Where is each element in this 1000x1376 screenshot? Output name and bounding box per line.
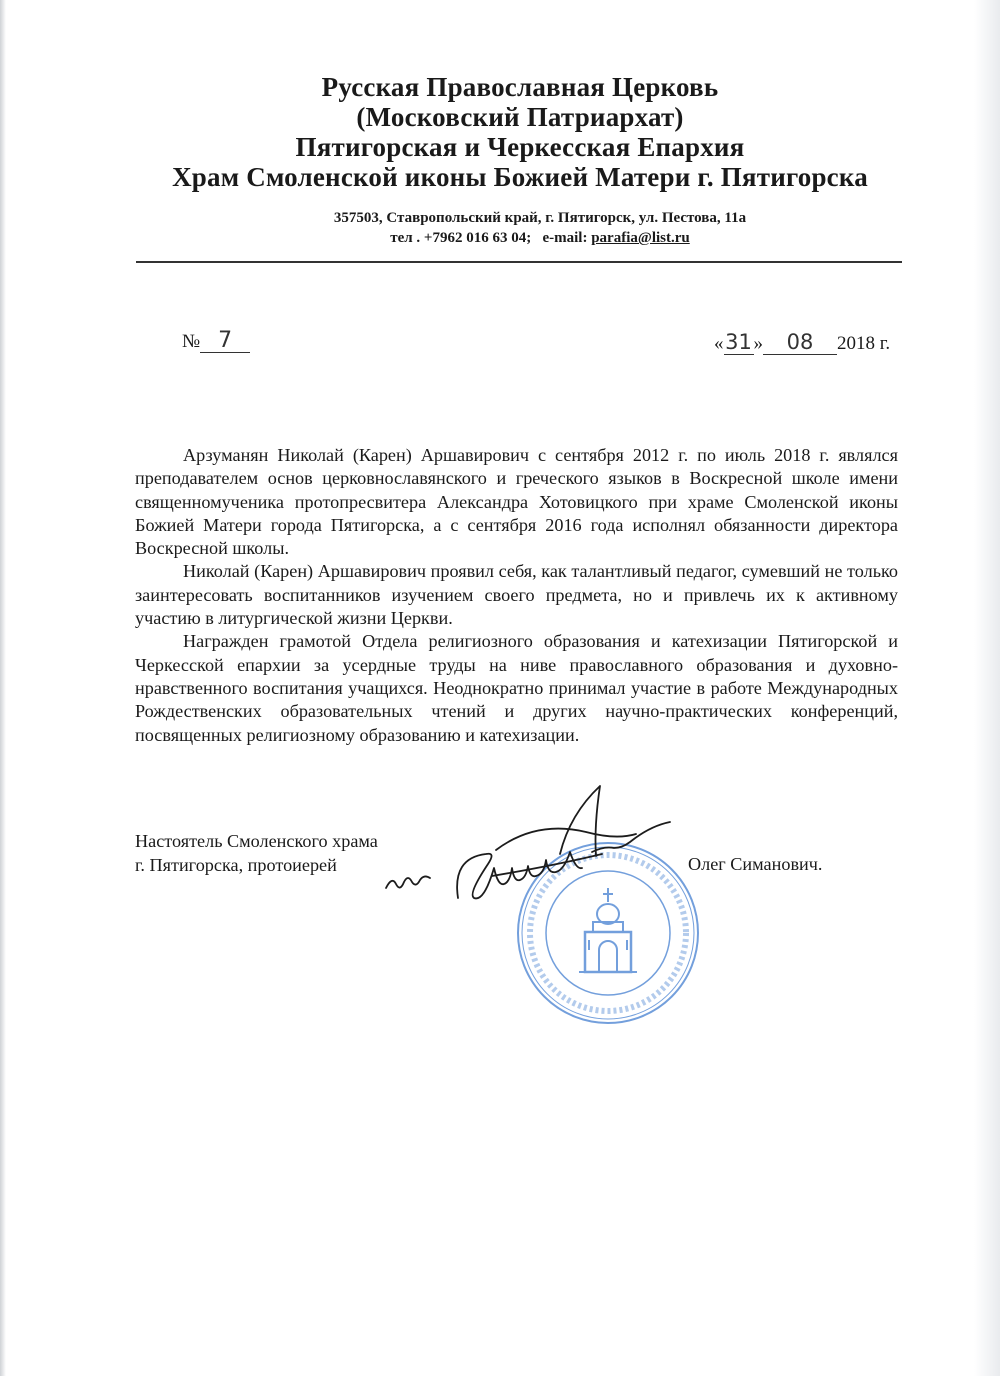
date-month: 08	[763, 330, 837, 355]
handwritten-signature	[380, 780, 710, 920]
paragraph-1: Арзуманян Николай (Карен) Аршавирович с сентября 2012 г. по июль 2018 г. являлся преподавателем основ церковнославянского и греческого языков в Воскресной школе имени священномученика протопресвитера Александра Хотовицкого при храме Смоленской иконы Божией Матери города Пятигорска, а с сентября 2016 года исполнял обязанности директора Воскресной школы.	[135, 445, 898, 559]
scan-edge-left	[0, 0, 6, 1376]
phone: тел . +7962 016 63 04;	[390, 230, 532, 246]
scan-edge-right	[974, 0, 1000, 1376]
paragraph-3: Награжден грамотой Отдела религиозного образования и катехизации Пятигорской и Черкесской епархии за усердные труды на ниве православного образования и духовно-нравственного воспитания учащихся. Неоднократно принимал участие в работе Международных Рождественских образовательных чтений и других научно-практических конференций, посвященных религиозному образованию и катехизации.	[135, 631, 898, 745]
date-close-quote: »	[753, 333, 763, 354]
letterhead-line-1: Русская Православная Церковь	[321, 72, 719, 102]
letterhead-line-3: Пятигорская и Черкесская Епархия	[295, 132, 745, 162]
header-divider	[136, 261, 902, 263]
signatory-name: Олег Симанович.	[688, 854, 823, 874]
number-value: 7	[200, 330, 250, 353]
letterhead-line-4: Храм Смоленской иконы Божией Матери г. Пятигорска	[172, 162, 868, 192]
letterhead-line-2: (Московский Патриархат)	[356, 102, 684, 132]
signatory-title-line-1: Настоятель Смоленского храма	[135, 831, 378, 851]
document-number	[182, 330, 250, 353]
date-open-quote: «	[714, 333, 724, 354]
email-label: e-mail:	[542, 230, 588, 246]
document-date	[714, 330, 890, 355]
number-prefix: №	[182, 331, 201, 352]
contact-block	[140, 208, 940, 248]
address: 357503, Ставропольский край, г. Пятигорск, ул. Пестова, 11а	[333, 210, 747, 226]
paragraph-2: Николай (Карен) Аршавирович проявил себя, как талантливый педагог, сумевший не только заинтересовать воспитанников изучением своего предмета, но и привлечь их к активному участию в литургической жизни Церкви.	[135, 561, 898, 629]
email-link[interactable]: parafia@list.ru	[591, 230, 690, 246]
phone-email-line	[140, 228, 940, 248]
letter-body	[135, 444, 898, 747]
date-year: 2018 г.	[837, 333, 891, 354]
date-day: 31	[725, 330, 752, 354]
signatory-title-line-2: г. Пятигорска, протоиерей	[135, 854, 337, 875]
letterhead	[100, 72, 940, 192]
signatory-title	[135, 830, 378, 877]
